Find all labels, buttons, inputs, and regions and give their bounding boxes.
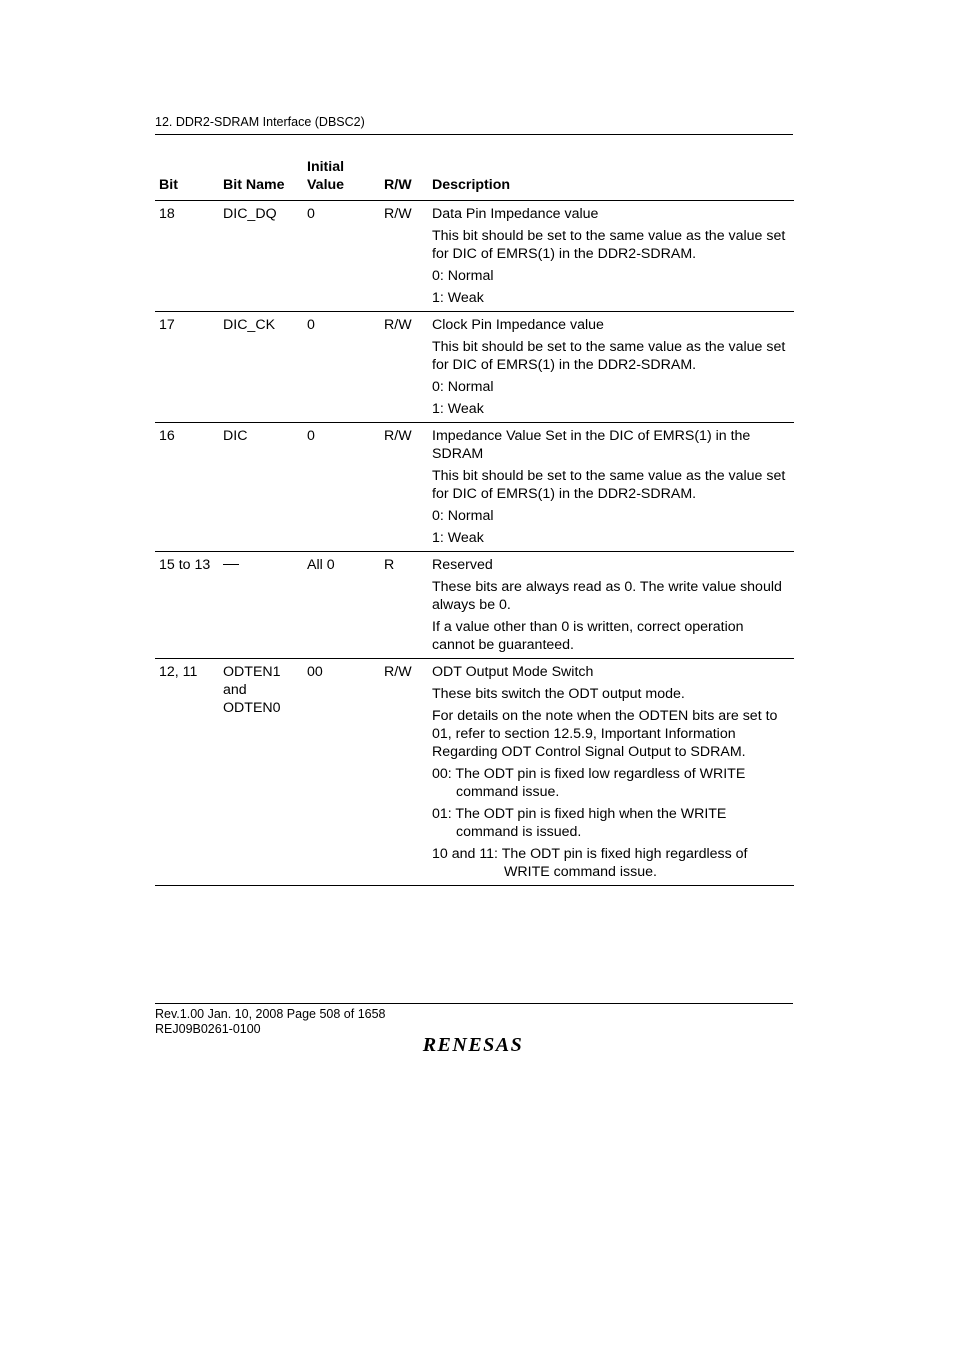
- description-line: Impedance Value Set in the DIC of EMRS(1) in the SDRAM: [432, 428, 751, 462]
- header-bit-name: Bit Name: [219, 158, 303, 201]
- description-line: Data Pin Impedance value: [432, 206, 599, 222]
- description-line: Clock Pin Impedance value: [432, 317, 604, 333]
- header-initial-line2: Value: [307, 177, 345, 193]
- table-row: [155, 423, 794, 552]
- cell-bit: 16: [155, 423, 219, 552]
- cell-bit-name: DIC_DQ: [219, 201, 303, 312]
- description-line: These bits are always read as 0. The write value should always be 0.: [432, 579, 782, 613]
- cell-rw: R: [380, 552, 428, 659]
- page-footer: [155, 1003, 793, 1037]
- description-line: This bit should be set to the same value as the value set for DIC of EMRS(1) in the DDR2-SDRAM.: [432, 468, 786, 502]
- cell-bit-name: [219, 659, 303, 886]
- cell-rw: R/W: [380, 659, 428, 886]
- description-line: This bit should be set to the same value as the value set for DIC of EMRS(1) in the DDR2-SDRAM.: [432, 228, 786, 262]
- register-bit-table: [155, 158, 794, 886]
- cell-bit-name: [219, 552, 303, 659]
- em-dash-mark: [223, 564, 239, 565]
- description-line: Reserved: [432, 557, 493, 573]
- renesas-logo: [413, 1033, 533, 1055]
- bit-name-line: ODTEN1: [223, 664, 281, 680]
- header-description: Description: [428, 158, 794, 201]
- table-header-row: [155, 158, 794, 201]
- header-rw: R/W: [380, 158, 428, 201]
- cell-bit: 18: [155, 201, 219, 312]
- description-line: 0: Normal: [432, 379, 494, 395]
- cell-bit-name: DIC: [219, 423, 303, 552]
- cell-rw: R/W: [380, 201, 428, 312]
- description-line: 1: Weak: [432, 401, 484, 417]
- description-line: For details on the note when the ODTEN bits are set to 01, refer to section 12.5.9, Important Information Regarding ODT Control Signal Output to SDRAM.: [432, 708, 778, 760]
- description-line: 0: Normal: [432, 268, 494, 284]
- table-row: [155, 312, 794, 423]
- cell-initial: 0: [303, 423, 380, 552]
- description-line: These bits switch the ODT output mode.: [432, 686, 685, 702]
- cell-description: [428, 552, 794, 659]
- bit-name-line: and: [223, 682, 247, 698]
- cell-rw: R/W: [380, 423, 428, 552]
- description-line: 10 and 11: The ODT pin is fixed high regardless of WRITE command issue.: [432, 846, 748, 880]
- description-line: 1: Weak: [432, 530, 484, 546]
- header-bit: Bit: [155, 158, 219, 201]
- description-line: ODT Output Mode Switch: [432, 664, 594, 680]
- table-row: [155, 659, 794, 886]
- header-initial-line1: Initial: [307, 159, 345, 175]
- cell-initial: 00: [303, 659, 380, 886]
- description-line: If a value other than 0 is written, correct operation cannot be guaranteed.: [432, 619, 744, 653]
- cell-description: [428, 312, 794, 423]
- page-header: [155, 115, 793, 135]
- cell-bit: 17: [155, 312, 219, 423]
- table-row: [155, 201, 794, 312]
- section-title: 12. DDR2-SDRAM Interface (DBSC2): [155, 115, 365, 129]
- cell-initial: 0: [303, 312, 380, 423]
- description-line: 01: The ODT pin is fixed high when the WRITE command is issued.: [432, 806, 727, 840]
- cell-bit: 15 to 13: [155, 552, 219, 659]
- cell-bit-name: DIC_CK: [219, 312, 303, 423]
- cell-description: [428, 423, 794, 552]
- cell-initial: All 0: [303, 552, 380, 659]
- cell-rw: R/W: [380, 312, 428, 423]
- renesas-logo-text: RENESAS: [422, 1034, 524, 1055]
- cell-description: [428, 659, 794, 886]
- description-line: 1: Weak: [432, 290, 484, 306]
- document-number: REJ09B0261-0100: [155, 1022, 261, 1036]
- description-line: This bit should be set to the same value as the value set for DIC of EMRS(1) in the DDR2-SDRAM.: [432, 339, 786, 373]
- cell-description: [428, 201, 794, 312]
- table-row: [155, 552, 794, 659]
- cell-initial: 0: [303, 201, 380, 312]
- bit-name-line: ODTEN0: [223, 700, 281, 716]
- description-line: 0: Normal: [432, 508, 494, 524]
- header-initial-value: [303, 158, 380, 201]
- cell-bit: 12, 11: [155, 659, 219, 886]
- description-line: 00: The ODT pin is fixed low regardless of WRITE command issue.: [432, 766, 746, 800]
- revision-info: Rev.1.00 Jan. 10, 2008 Page 508 of 1658: [155, 1007, 386, 1021]
